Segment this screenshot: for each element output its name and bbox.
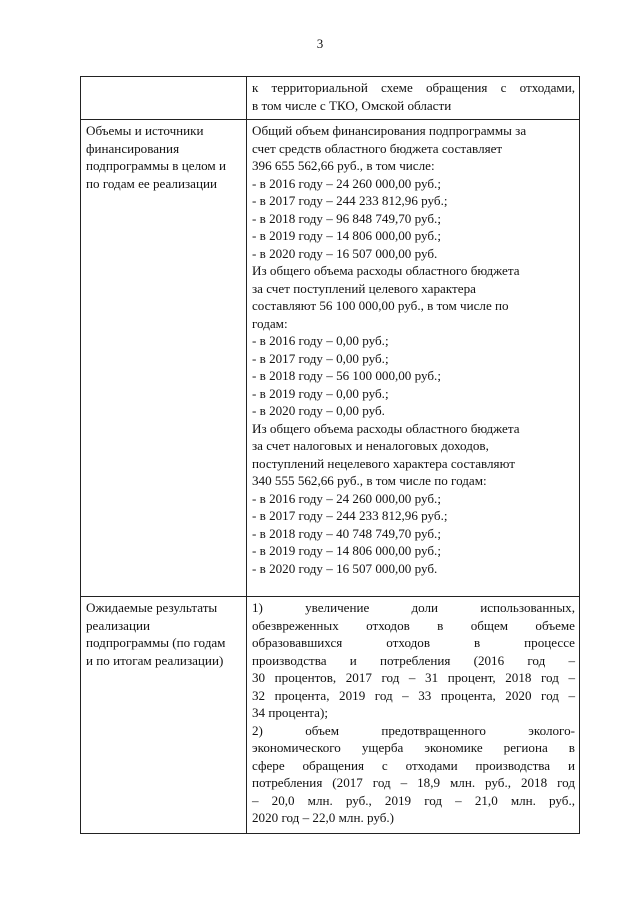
text-line: - в 2016 году – 24 260 000,00 руб.; [252, 175, 441, 191]
table-row [81, 120, 580, 597]
text-line: - в 2016 году – 24 260 000,00 руб.; [252, 490, 441, 506]
text-line: Из общего объема расходы областного бюджета [252, 263, 520, 278]
page-number: 3 [316, 36, 324, 51]
table-row [81, 597, 580, 834]
text-line: Объемы и источники [86, 123, 204, 138]
text-line: экономического ущерба экономике региона в [252, 740, 575, 755]
text-line: - в 2020 году – 16 507 000,00 руб. [252, 245, 438, 261]
text-line: 34 процента); [252, 705, 328, 720]
text-line: – 20,0 млн. руб., 2019 год – 21,0 млн. руб., [252, 792, 575, 808]
text-line: подпрограммы (по годам [86, 635, 226, 650]
text-line: Ожидаемые результаты [86, 600, 218, 615]
passport-table [80, 76, 580, 834]
text-line: - в 2017 году – 244 233 812,96 руб.; [252, 193, 448, 208]
text-line: 396 655 562,66 руб., в том числе: [252, 158, 435, 173]
text-line: обезвреженных отходов в общем объеме [252, 617, 575, 633]
text-line: подпрограммы в целом и [86, 158, 226, 173]
text-line: 2020 год – 22,0 млн. руб.) [252, 810, 395, 825]
text-line: по годам ее реализации [86, 175, 217, 191]
row1-right-cell [247, 77, 580, 120]
text-line: - в 2018 году – 40 748 749,70 руб.; [252, 525, 441, 541]
text-line: годам: [252, 315, 288, 331]
results-label-cell [81, 597, 247, 834]
text-line: 30 процентов, 2017 год – 31 процент, 2018 год – [252, 670, 575, 685]
text-line: производства и потребления (2016 год – [252, 652, 575, 668]
text-line: Из общего объема расходы областного бюджета [252, 420, 520, 436]
text-line: - в 2016 году – 0,00 руб.; [252, 333, 389, 348]
text-line: за счет налоговых и неналоговых доходов, [252, 438, 489, 453]
text-line: в том числе с ТКО, Омской области [252, 97, 452, 113]
text-line: - в 2019 году – 14 806 000,00 руб.; [252, 543, 441, 558]
text-line: за счет поступлений целевого характера [252, 280, 476, 296]
financing-label-cell [81, 120, 247, 597]
text-line: реализации [86, 617, 150, 633]
text-line: 1) увеличение доли использованных, [252, 600, 575, 615]
text-line: счет средств областного бюджета составляет [252, 140, 503, 156]
financing-details-cell [247, 120, 580, 597]
text-line: - в 2017 году – 0,00 руб.; [252, 350, 389, 366]
text-line: образовавшихся отходов в процессе [252, 635, 575, 650]
text-line: сфере обращения с отходами производства и [252, 757, 575, 773]
text-line: - в 2020 году – 16 507 000,00 руб. [252, 560, 438, 576]
text-line: и по итогам реализации) [86, 652, 224, 668]
text-line: составляют 56 100 000,00 руб., в том числе по [252, 298, 509, 313]
text-line: поступлений нецелевого характера составляют [252, 455, 515, 471]
text-line: 340 555 562,66 руб., в том числе по годам: [252, 473, 487, 488]
text-line: - в 2020 году – 0,00 руб. [252, 403, 385, 418]
results-details-cell [247, 597, 580, 834]
text-line: 2) объем предотвращенного эколого- [252, 722, 575, 738]
text-line: - в 2018 году – 56 100 000,00 руб.; [252, 368, 441, 383]
text-line: 32 процента, 2019 год – 33 процента, 2020 год – [252, 687, 575, 703]
text-line: - в 2019 году – 14 806 000,00 руб.; [252, 228, 441, 243]
text-line: потребления (2017 год – 18,9 млн. руб., 2018 год [252, 775, 575, 790]
text-line: к территориальной схеме обращения с отходами, [252, 80, 575, 95]
text-line: - в 2018 году – 96 848 749,70 руб.; [252, 210, 441, 226]
text-line: Общий объем финансирования подпрограммы за [252, 123, 527, 138]
text-line: финансирования [86, 140, 180, 156]
text-line: - в 2019 году – 0,00 руб.; [252, 385, 389, 401]
text-line: - в 2017 году – 244 233 812,96 руб.; [252, 508, 448, 523]
row1-left-cell [81, 77, 247, 120]
table-row [81, 77, 580, 120]
